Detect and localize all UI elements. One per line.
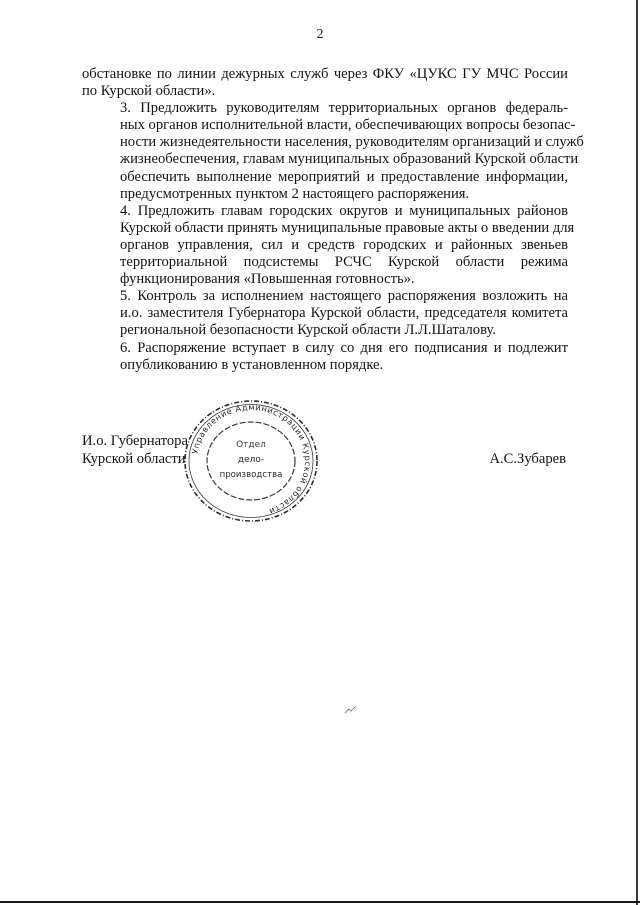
text-line: 4. Предложить главам городских округов и муниципальных районов (120, 202, 568, 219)
stamp-graphic (181, 398, 321, 524)
text-line: обеспечить выполнение мероприятий и предоставление информации, (120, 168, 568, 185)
text-line: опубликованию в установленном порядке. (120, 356, 384, 373)
paragraph-item-3 (82, 100, 584, 203)
scan-bottom-line (0, 901, 640, 903)
text-line: региональной безопасности Курской области Л.Л.Шаталову. (120, 322, 496, 339)
text-line: ных органов исполнительной власти, обеспечивающих вопросы безопас- (120, 117, 576, 134)
office-stamp (181, 398, 321, 524)
document-body (82, 66, 584, 374)
paragraph-item-4 (82, 202, 575, 288)
text-line: обстановке по линии дежурных служб через ФКУ «ЦУКС ГУ МЧС России (82, 66, 568, 82)
signatory-name: А.С.Зубарев (489, 451, 566, 467)
text-line: предусмотренных пунктом 2 настоящего распоряжения. (120, 185, 470, 202)
paragraph-item-5 (82, 288, 568, 339)
text-line: территориальной подсистемы РСЧС Курской области режима (120, 254, 568, 271)
page-number: 2 (316, 27, 324, 42)
paragraph-item-6 (82, 340, 568, 374)
stamp-center-line: дело- (237, 455, 265, 465)
text-line: функционирования «Повышенная готовность». (120, 271, 415, 288)
signatory-title: И.о. Губернатора (82, 433, 188, 449)
text-line: Курской области принять муниципальные правовые акты о введении для (120, 219, 575, 236)
scan-edge-line (636, 0, 638, 905)
signatory-region: Курской области (82, 451, 186, 467)
text-line: по Курской области». (82, 83, 216, 100)
text-line: органов управления, сил и средств городских и районных звеньев (120, 236, 568, 253)
text-line: и.о. заместителя Губернатора Курской области, председателя комитета (120, 305, 568, 322)
text-line: ности жизнедеятельности населения, руководителям организаций и служб (120, 134, 584, 151)
text-line: 6. Распоряжение вступает в силу со дня его подписания и подлежит (120, 339, 568, 356)
stamp-center-line: Отдел (236, 440, 266, 450)
text-line: жизнеобеспечения, главам муниципальных образований Курской области (120, 151, 579, 168)
text-line: 3. Предложить руководителям территориальных органов федераль- (120, 100, 568, 117)
paragraph-continuation (82, 66, 568, 100)
signatory-position (82, 432, 188, 468)
text-line: 5. Контроль за исполнением настоящего распоряжения возложить на (120, 288, 568, 305)
stamp-center-line: производства (219, 470, 283, 480)
stamp-ring-text: Управление Администрации Курской области (189, 401, 314, 517)
ink-mark (344, 702, 358, 712)
